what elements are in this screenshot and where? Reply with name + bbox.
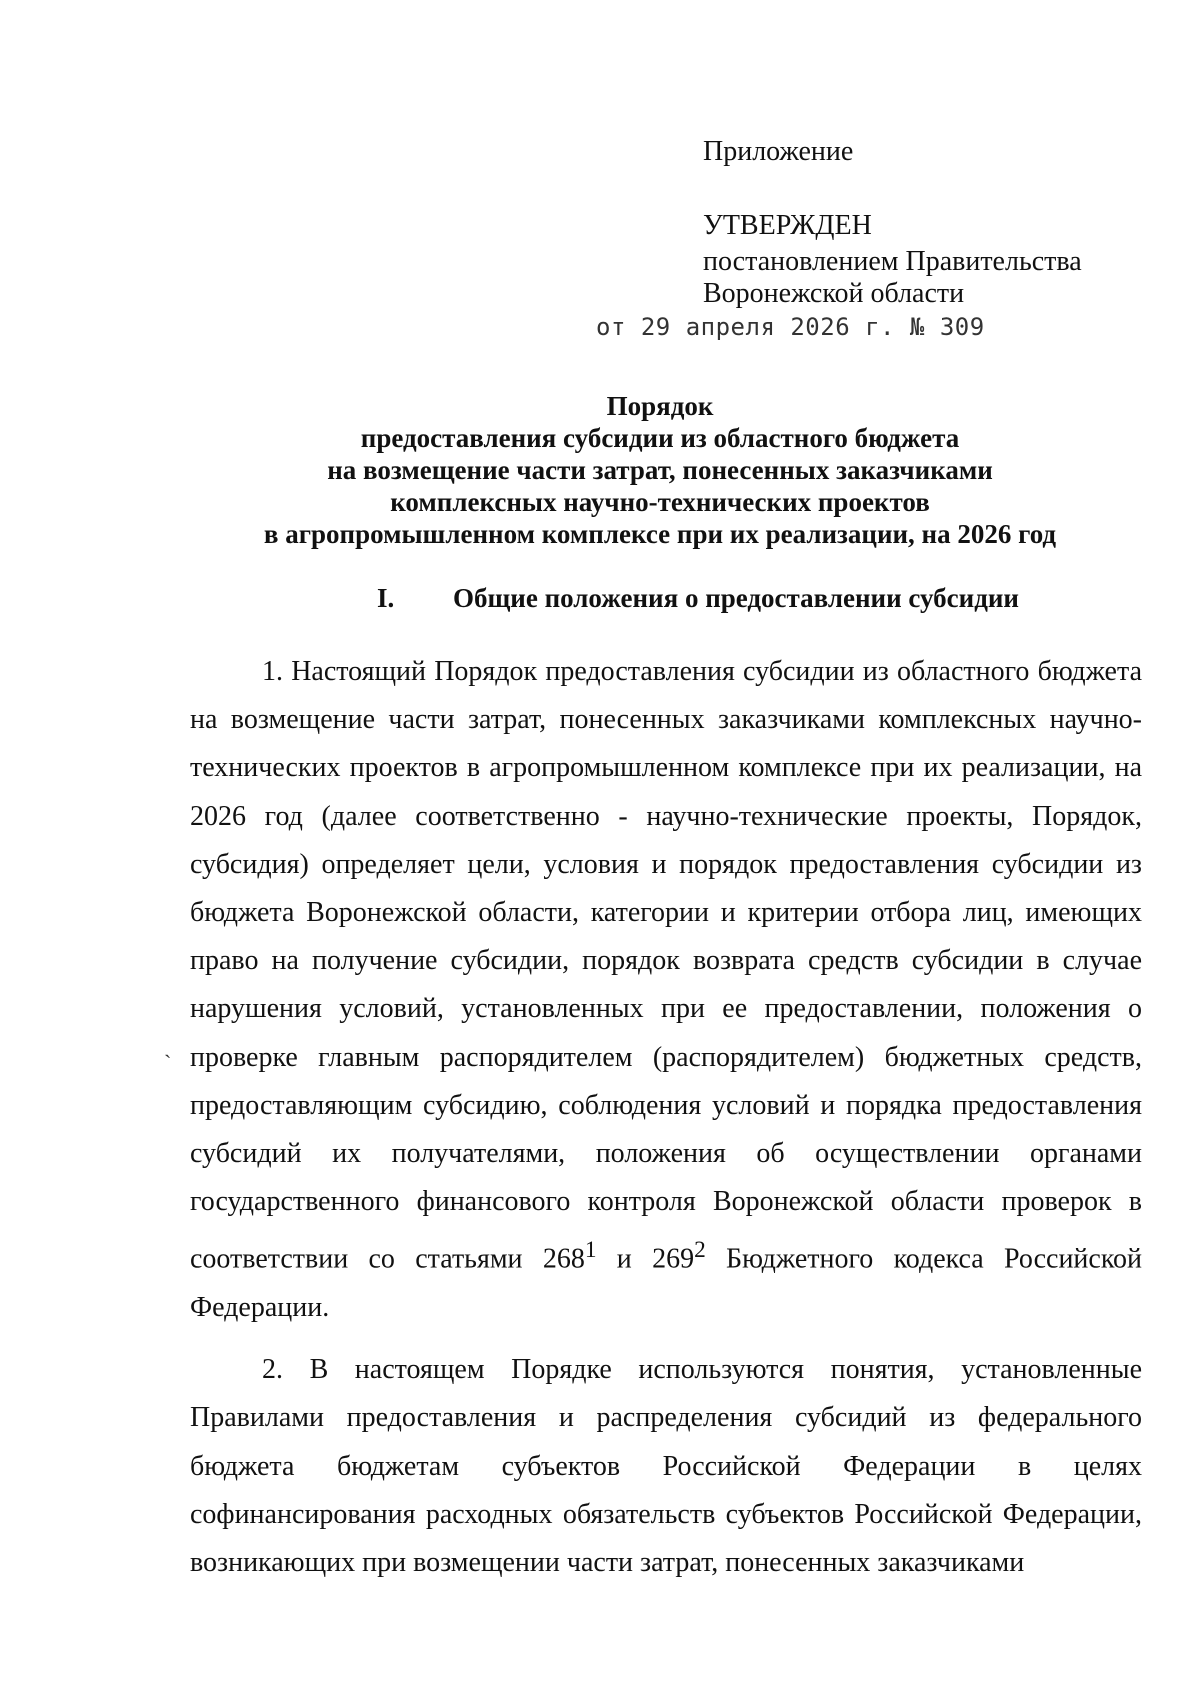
document-title bbox=[180, 390, 1140, 550]
approval-block bbox=[703, 136, 1163, 310]
approval-line-1: постановлением Правительства bbox=[703, 246, 1082, 277]
title-line-4: комплексных научно-технических проектов bbox=[390, 487, 930, 517]
approved-label: УТВЕРЖДЕН bbox=[703, 210, 872, 241]
article-superscript-2: 2 bbox=[694, 1237, 706, 1264]
section-number: I. bbox=[377, 583, 395, 613]
annex-label: Приложение bbox=[703, 136, 854, 167]
paragraph-2: 2. В настоящем Порядке используются понятия, установленные Правилами предоставления и распределения субсидий из федерального бюджета бюджетам субъектов Российской Федерации в целях софинансирования расходных обязательств субъектов Российской Федерации, возникающих при возмещении части затрат, понесенных заказчиками bbox=[190, 1354, 1142, 1578]
paragraph-1-text-c: Бюджетного кодекса Российской Федерации. bbox=[190, 1243, 1143, 1323]
scan-mark: ` bbox=[164, 1050, 172, 1075]
title-line-2: предоставления субсидии из областного бюджета bbox=[360, 423, 960, 453]
title-line-5: в агропромышленном комплексе при их реализации, на 2026 год bbox=[263, 519, 1057, 549]
article-superscript-1: 1 bbox=[584, 1237, 597, 1264]
paragraph-1-text-b: и 269 bbox=[596, 1243, 695, 1275]
approval-line-2: Воронежской области bbox=[703, 278, 965, 309]
title-line-1: Порядок bbox=[606, 391, 714, 421]
title-line-3: на возмещение части затрат, понесенных заказчиками bbox=[327, 455, 993, 485]
paragraph-1-text-a: 1. Настоящий Порядок предоставления субсидии из областного бюджета на возмещение части затрат, понесенных заказчиками комплексных научно-технических проектов в агропромышленном комплексе при их реализации, на 2026 год (далее соответственно - научно-технические проекты, Порядок, субсидия) определяет цели, условия и порядок предоставления субсидии из бюджета Воронежской области, категории и критерии отбора лиц, имеющих право на получение субсидии, порядок возврата средств субсидии в случае нарушения условий, установленных при ее предоставлении, положения о проверке главным распорядителем (распорядителем) бюджетных средств, предоставляющим субсидию, соблюдения условий и порядка предоставления субсидий их получателями, положения об осуществлении органами государственного финансового контроля Воронежской области проверок в соответствии со статьями 268 bbox=[190, 656, 1142, 1275]
section-title: Общие положения о предоставлении субсидии bbox=[453, 583, 1019, 613]
paragraph-1 bbox=[190, 648, 1142, 1332]
decree-date-number: от 29 апреля 2026 г. № 309 bbox=[596, 313, 985, 341]
document-body bbox=[190, 648, 1142, 1601]
